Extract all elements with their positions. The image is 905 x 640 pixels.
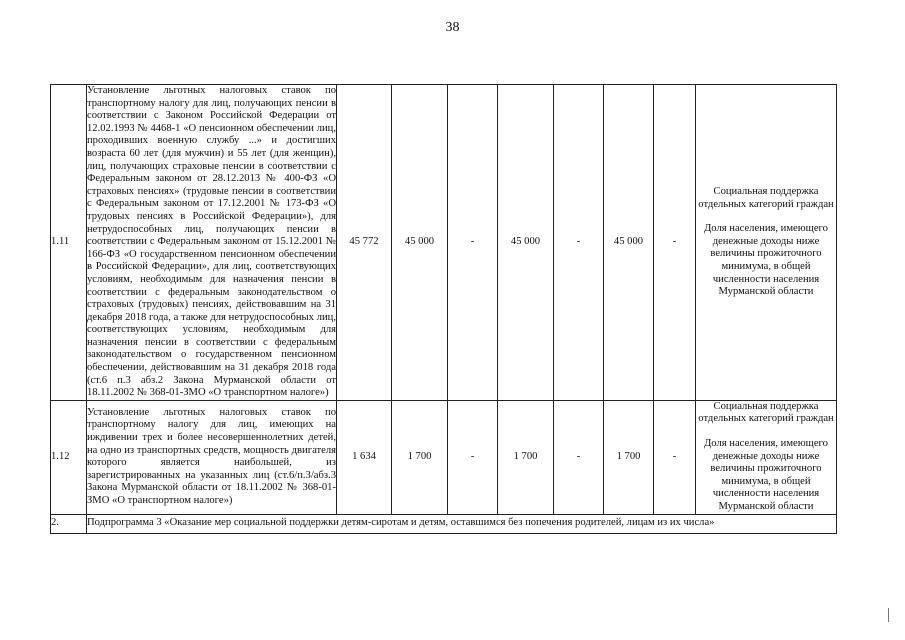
row-number: 1.12 [51, 400, 87, 514]
indicator-cell [696, 85, 837, 401]
value-cell: 1 700 [498, 400, 554, 514]
value-cell: - [654, 400, 696, 514]
value-cell: 45 000 [498, 85, 554, 401]
value-cell: 45 000 [604, 85, 654, 401]
table-row-1-12 [51, 400, 837, 514]
value-cell: 45 772 [337, 85, 392, 401]
row-description: Установление льготных налоговых ставок по транспортному налогу для лиц, имеющих на иждивении трех и более несовершеннолетних детей, на одно из транспортных средств, мощность двигателя которого является наибольшей, из зарегистрированных на указанных лиц (ст.6/п.3/абз.3 Закона Мурманской области от 18.11.2002 № 368-01-ЗМО «О транспортном налоге») [87, 400, 337, 514]
value-cell: - [554, 85, 604, 401]
row-number: 2. [51, 514, 87, 533]
indicator-text: Доля населения, имеющего денежные доходы ниже величины прожиточного минимума, в общей численности населения Мурманской области [704, 438, 828, 512]
tax-benefits-table [50, 84, 837, 534]
value-cell: 1 700 [604, 400, 654, 514]
value-cell: - [654, 85, 696, 401]
table-row-subprogram [51, 514, 837, 533]
subprogram-title: Подпрограмма 3 «Оказание мер социальной поддержки детям-сиротам и детям, оставшимся без попечения родителей, лицам из их числа» [87, 514, 837, 533]
row-number: 1.11 [51, 85, 87, 401]
row-description: Установление льготных налоговых ставок по транспортному налогу для лиц, получающих пенсии в соответствии с Законом Российской Федерации от 12.02.1993 № 4468-1 «О пенсионном обеспечении лиц, проходивших военную службу ...» и достигших возраста 60 лет (для мужчин) и 55 лет (для женщин), лиц, получающих страховые пенсии в соответствии с Федеральным законом от 28.12.2013 № 400-ФЗ «О страховых пенсиях» (трудовые пенсии в соответствии с Федеральным законом от 17.12.2001 № 173-ФЗ «О трудовых пенсиях в Российской Федерации»), для нетрудоспособных лиц, получающих пенсии в соответствии с Федеральным законом от 15.12.2001 № 166-ФЗ «О государственном пенсионном обеспечении в Российской Федерации», для лиц, соответствующих условиям, необходимым для назначения пенсии в соответствии с федеральным законодательством о страховых (трудовых) пенсиях, действовавшим на 31 декабря 2018 года, а также для нетрудоспособных лиц, соответствующих условиям, необходимым для назначения пенсии в соответствии с федеральным законодательством о государственном пенсионном обеспечении, действовавшим на 31 декабря 2018 года (ст.6 п.3 абз.2 Закона Мурманской области от 18.11.2002 № 368-01-ЗМО «О транспортном налоге») [87, 85, 337, 401]
indicator-text: Доля населения, имеющего денежные доходы ниже величины прожиточного минимума, в общей численности населения Мурманской области [704, 223, 828, 298]
page-number: 38 [445, 20, 460, 35]
value-cell: 45 000 [392, 85, 448, 401]
indicator-title: Социальная поддержка отдельных категорий граждан [698, 186, 834, 210]
indicator-title: Социальная поддержка отдельных категорий граждан [698, 400, 834, 425]
indicator-cell [696, 400, 837, 514]
value-cell: - [448, 85, 498, 401]
value-cell: 1 700 [392, 400, 448, 514]
value-cell: - [448, 400, 498, 514]
table-row-1-11 [51, 85, 837, 401]
value-cell: 1 634 [337, 400, 392, 514]
scan-edge-mark [888, 608, 889, 622]
value-cell: - [554, 400, 604, 514]
